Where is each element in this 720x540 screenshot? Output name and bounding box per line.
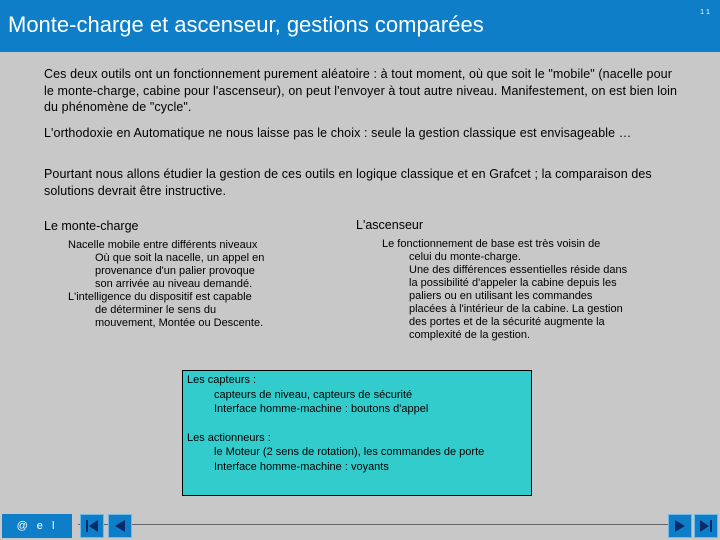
footer-logo[interactable]: @ e l (2, 514, 72, 538)
previous-slide-icon (109, 515, 131, 537)
footer-nav (0, 510, 720, 540)
spacer (187, 417, 531, 431)
monte-charge-line: provenance d'un palier provoque (95, 265, 255, 277)
next-slide-icon (669, 515, 691, 537)
ascenseur-line: Le fonctionnement de base est très voisin de (382, 238, 601, 250)
actionneurs-item: le Moteur (2 sens de rotation), les commandes de porte (214, 446, 485, 458)
monte-charge-line: de déterminer le sens du (95, 304, 217, 316)
ascenseur-line: celui du monte-charge. (409, 251, 521, 263)
actionneurs-item: Interface homme-machine : voyants (214, 460, 389, 473)
ascenseur-line: placées à l'intérieur de la cabine. La gestion (409, 303, 623, 315)
comparison-paragraph: Pourtant nous allons étudier la gestion de ces outils en logique classique et en Grafcet ; la comparaison des solutions devrait être instructive. (44, 167, 652, 198)
orthodoxy-paragraph: L'orthodoxie en Automatique ne nous laisse pas le choix : seule la gestion classique est envisageable … (44, 126, 632, 140)
previous-slide-button[interactable] (108, 514, 132, 538)
first-slide-button[interactable] (80, 514, 104, 538)
first-slide-icon (81, 515, 103, 537)
ascenseur-line: Une des différences essentielles réside dans (409, 264, 628, 276)
slide-header (0, 0, 720, 52)
last-slide-icon (695, 515, 717, 537)
monte-charge-line: son arrivée au niveau demandé. (95, 278, 253, 290)
footer-divider (78, 524, 678, 525)
ascenseur-title: L'ascenseur (356, 218, 424, 232)
ascenseur-line: des portes et de la sécurité augmente la (409, 316, 605, 328)
sensors-actuators-box (182, 370, 532, 496)
last-slide-button[interactable] (694, 514, 718, 538)
slide-title: Monte-charge et ascenseur, gestions comparées (8, 12, 484, 37)
capteurs-heading: Les capteurs : (187, 374, 257, 386)
ascenseur-description (382, 238, 682, 342)
ascenseur-line: paliers ou en utilisant les commandes (409, 290, 593, 302)
monte-charge-line: mouvement, Montée ou Descente. (95, 317, 264, 329)
monte-charge-title: Le monte-charge (44, 219, 139, 233)
intro-paragraph: Ces deux outils ont un fonctionnement purement aléatoire : à tout moment, où que soit le "mobile" (nacelle pour le monte-charge, cabine pour l'ascenseur), on peut l'envoyer à tout autre niveau. Manifestement, on est bien loin du phénomène de "cycle". (44, 67, 678, 114)
monte-charge-line: Où que soit la nacelle, un appel en (95, 252, 265, 264)
page-number: 1 1 (700, 9, 710, 16)
ascenseur-line: la possibilité d'appeler la cabine depuis les (409, 277, 617, 289)
ascenseur-line: complexité de la gestion. (409, 329, 531, 341)
monte-charge-description (68, 239, 308, 330)
actionneurs-heading: Les actionneurs : (187, 431, 271, 444)
capteurs-item: Interface homme-machine : boutons d'appel (214, 403, 429, 415)
capteurs-item: capteurs de niveau, capteurs de sécurité (214, 388, 413, 401)
monte-charge-line: L'intelligence du dispositif est capable (68, 291, 252, 303)
next-slide-button[interactable] (668, 514, 692, 538)
monte-charge-line: Nacelle mobile entre différents niveaux (68, 239, 258, 251)
